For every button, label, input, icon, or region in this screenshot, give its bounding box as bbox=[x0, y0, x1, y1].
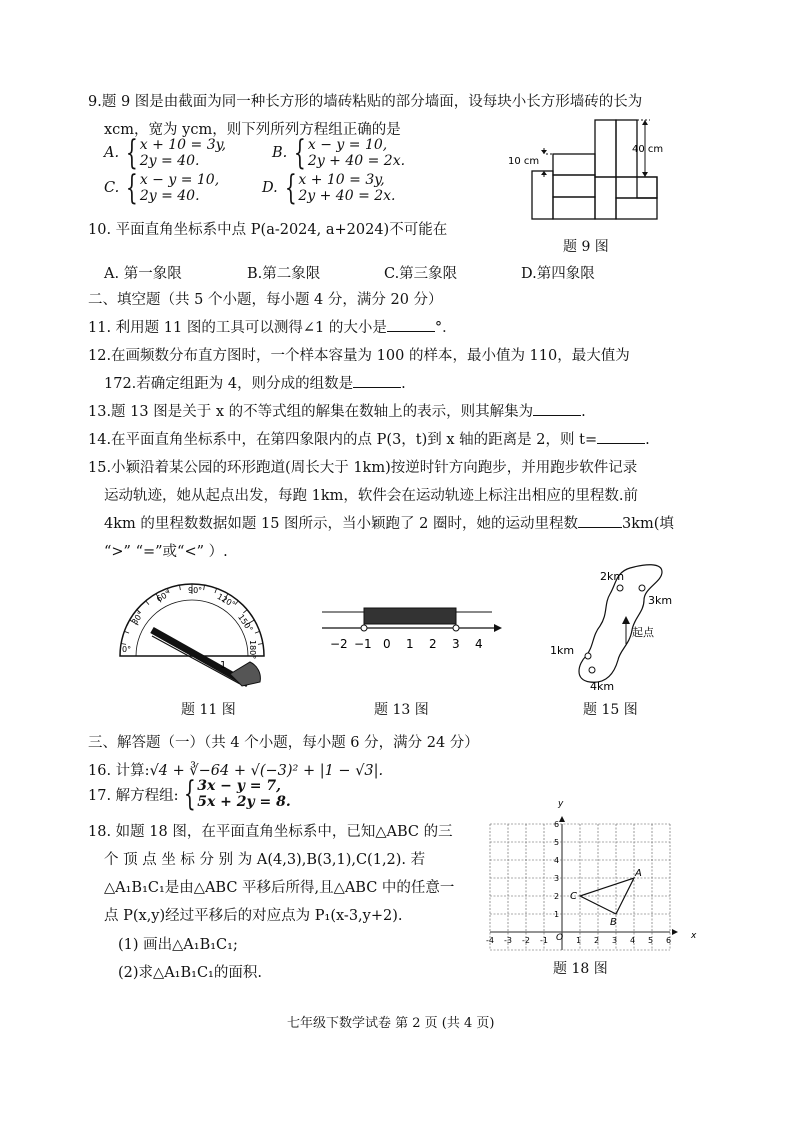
marker-dot bbox=[589, 667, 595, 673]
tick-label: 30° bbox=[129, 609, 146, 627]
brace-icon: { bbox=[294, 133, 307, 173]
q16-expression: √4 + ∛−64 + √(−3)² + |1 − √3|. bbox=[149, 763, 384, 779]
x-tick-label: -1 bbox=[540, 936, 548, 945]
q10-option-a: A. 第一象限 bbox=[104, 266, 182, 282]
tick-label: 0 bbox=[383, 637, 391, 651]
q15-text: 4km 的里程数数据如题 15 图所示，当小颖跑了 2 圈时，她的运动里程数 bbox=[104, 516, 578, 532]
y-tick-label: 6 bbox=[554, 820, 560, 829]
brick bbox=[595, 177, 616, 219]
q10-option-d: D.第四象限 bbox=[521, 266, 595, 282]
equation: 3x − y = 7, bbox=[197, 778, 281, 794]
figure-9-caption: 题 9 图 bbox=[563, 239, 609, 255]
q14-text: 14.在平面直角坐标系中，在第四象限内的点 P(3，t)到 x 轴的距离是 2，则 t= bbox=[88, 432, 598, 448]
protractor-tick bbox=[124, 631, 129, 633]
answer-blank[interactable] bbox=[578, 513, 622, 528]
figure-18-caption: 题 18 图 bbox=[553, 961, 608, 977]
q11 bbox=[88, 316, 457, 337]
figure-9-wall bbox=[500, 114, 680, 224]
protractor-tick bbox=[255, 631, 260, 633]
x-tick-label: -2 bbox=[522, 936, 530, 945]
brick bbox=[595, 120, 616, 177]
protractor-tick bbox=[204, 585, 205, 590]
brick bbox=[553, 154, 595, 175]
option-label: D. bbox=[262, 180, 278, 196]
y-tick-label: 5 bbox=[554, 838, 560, 847]
figure-13-number-line bbox=[318, 604, 500, 654]
q15-line4: “>” “=”或“<” ）. bbox=[104, 544, 228, 560]
q17-label: 17. 解方程组: bbox=[88, 787, 179, 804]
mark-3km: 3km bbox=[648, 594, 673, 607]
label-10cm: 10 cm bbox=[508, 156, 540, 167]
angle-label: 1 bbox=[220, 660, 227, 671]
equation: x − y = 10, bbox=[307, 137, 388, 153]
q10-option-b: B.第二象限 bbox=[247, 266, 321, 282]
marker-dot bbox=[617, 585, 623, 591]
brace-icon: { bbox=[126, 168, 138, 208]
brick bbox=[616, 198, 657, 219]
protractor-tick bbox=[215, 588, 217, 593]
point-b-label: B bbox=[610, 917, 617, 928]
q9-line1: 9.题 9 图是由截面为同一种长方形的墙砖粘贴的部分墙面，设每块小长方形墙砖的长为 bbox=[88, 94, 643, 110]
equation: 2y + 40 = 2x. bbox=[298, 188, 396, 204]
figure-11-protractor bbox=[112, 578, 272, 690]
solution-range-shading bbox=[364, 608, 456, 624]
tick-label: 180° bbox=[248, 640, 257, 660]
q9-option-a bbox=[104, 133, 227, 173]
marker-dot bbox=[585, 653, 591, 659]
grid-lines bbox=[490, 816, 678, 950]
mark-2km: 2km bbox=[600, 570, 625, 583]
protractor-tick bbox=[179, 585, 180, 590]
equation: x − y = 10, bbox=[139, 172, 220, 188]
tick-label: −1 bbox=[354, 637, 372, 651]
q9-line2: xcm，宽为 ycm，则下列所列方程组正确的是 bbox=[104, 122, 401, 138]
q11-text: 11. 利用题 11 图的工具可以测得∠1 的大小是 bbox=[88, 320, 387, 336]
x-tick-label: 5 bbox=[648, 936, 654, 945]
origin-label: O bbox=[556, 933, 564, 943]
x-tick-label: -4 bbox=[486, 936, 494, 945]
q9-option-b bbox=[272, 133, 406, 173]
protractor-tick bbox=[146, 601, 149, 605]
y-tick-label: 1 bbox=[554, 910, 560, 919]
q13-text: 13.题 13 图是关于 x 的不等式组的解集在数轴上的表示，则其解集为 bbox=[88, 404, 534, 420]
q18-line4: 点 P(x,y)经过平移后的对应点为 P₁(x-3,y+2). bbox=[104, 908, 403, 924]
tick-label: 90° bbox=[188, 586, 203, 595]
open-dot bbox=[361, 625, 367, 631]
brace-icon: { bbox=[183, 774, 196, 814]
x-tick-label: -3 bbox=[504, 936, 512, 945]
q9-option-c bbox=[104, 168, 220, 208]
q12-suffix: . bbox=[401, 376, 406, 392]
tick-label: 120° bbox=[215, 591, 237, 610]
q18-sub1: (1) 画出△A₁B₁C₁; bbox=[118, 937, 238, 953]
x-tick-label: 4 bbox=[630, 936, 636, 945]
brace-icon: { bbox=[284, 168, 297, 208]
x-tick-label: 6 bbox=[666, 936, 672, 945]
brick bbox=[637, 177, 657, 198]
q12-text: 172.若确定组距为 4，则分成的组数是 bbox=[104, 376, 354, 392]
x-tick-label: 1 bbox=[576, 936, 582, 945]
page-footer: 七年级下数学试卷 第 2 页 (共 4 页) bbox=[287, 1016, 495, 1031]
arrow-icon bbox=[494, 624, 502, 632]
figure-13-caption: 题 13 图 bbox=[374, 702, 429, 718]
answer-blank[interactable] bbox=[597, 429, 645, 444]
marker-dot bbox=[639, 585, 645, 591]
q12-line1: 12.在画频数分布直方图时，一个样本容量为 100 的样本，最小值为 110，最大值为 bbox=[88, 348, 630, 364]
start-label: 起点 bbox=[632, 626, 654, 639]
equation: 2y = 40. bbox=[139, 153, 200, 169]
answer-blank[interactable] bbox=[387, 317, 435, 332]
point-a-label: A bbox=[635, 868, 642, 879]
option-label: C. bbox=[104, 180, 120, 196]
y-axis-label: y bbox=[558, 799, 564, 809]
q13-suffix: . bbox=[581, 404, 586, 420]
label-40cm: 40 cm bbox=[632, 144, 664, 155]
y-arrow-icon bbox=[559, 816, 565, 822]
x-axis-label: x bbox=[691, 931, 697, 941]
protractor-tick bbox=[258, 643, 263, 644]
x-arrow-icon bbox=[672, 929, 678, 935]
q16-label: 16. 计算: bbox=[88, 763, 150, 779]
equation: 2y + 40 = 2x. bbox=[307, 153, 406, 169]
brick bbox=[532, 171, 553, 219]
q18-sub2: (2)求△A₁B₁C₁的面积. bbox=[118, 965, 262, 981]
q11-suffix: °． bbox=[434, 320, 457, 336]
answer-blank[interactable] bbox=[353, 373, 401, 388]
brick bbox=[553, 197, 595, 219]
brick bbox=[553, 175, 595, 197]
equation: x + 10 = 3y, bbox=[139, 137, 227, 153]
mark-1km: 1km bbox=[550, 644, 575, 657]
tick-label: 3 bbox=[452, 637, 460, 651]
q15-suffix: 3km(填 bbox=[621, 516, 674, 532]
tick-label: 0° bbox=[122, 645, 132, 654]
y-tick-label: 4 bbox=[554, 856, 560, 865]
answer-blank[interactable] bbox=[533, 401, 581, 416]
option-label: A. bbox=[104, 145, 120, 161]
q18-line3: △A₁B₁C₁是由△ABC 平移后所得,且△ABC 中的任意一 bbox=[104, 880, 455, 896]
tick-label: 4 bbox=[475, 637, 483, 651]
y-tick-label: 2 bbox=[554, 892, 560, 901]
q17 bbox=[88, 774, 291, 814]
q13 bbox=[88, 400, 586, 421]
y-tick-label: 3 bbox=[554, 874, 560, 883]
brace-icon: { bbox=[125, 133, 138, 173]
q15-line2: 运动轨迹，她从起点出发，每跑 1km，软件会在运动轨迹上标注出相应的里程数.前 bbox=[104, 488, 638, 504]
open-dot bbox=[453, 625, 459, 631]
q10-option-c: C.第三象限 bbox=[384, 266, 458, 282]
x-tick-label: 3 bbox=[612, 936, 618, 945]
point-c-label: C bbox=[570, 891, 577, 902]
q15-line3 bbox=[104, 512, 674, 533]
q14 bbox=[88, 428, 650, 449]
figure-15-caption: 题 15 图 bbox=[583, 702, 638, 718]
q9-option-d bbox=[262, 168, 396, 208]
tick-label: 150° bbox=[236, 612, 255, 634]
tick-label: −2 bbox=[330, 637, 348, 651]
q15-line1: 15.小颖沿着某公园的环形跑道(周长大于 1km)按逆时针方向跑步，并用跑步软件记录 bbox=[88, 460, 638, 476]
figure-15-track bbox=[544, 558, 674, 694]
tick-label: 1 bbox=[406, 637, 414, 651]
tick-label: 60° bbox=[155, 588, 172, 604]
q14-suffix: . bbox=[645, 432, 650, 448]
x-tick-label: 2 bbox=[594, 936, 600, 945]
equation: 5x + 2y = 8. bbox=[197, 794, 291, 810]
q12-line2 bbox=[104, 372, 406, 393]
figure-11-caption: 题 11 图 bbox=[181, 702, 236, 718]
arrow-icon bbox=[622, 616, 630, 624]
mark-4km: 4km bbox=[590, 680, 615, 693]
q10-text: 10. 平面直角坐标系中点 P(a-2024, a+2024)不可能在 bbox=[88, 222, 448, 238]
option-label: B. bbox=[272, 145, 288, 161]
section-3-heading: 三、解答题（一）（共 4 个小题，每小题 6 分，满分 24 分） bbox=[88, 735, 479, 751]
section-2-heading: 二、填空题（共 5 个小题，每小题 4 分，满分 20 分） bbox=[88, 292, 443, 308]
figure-18-grid bbox=[484, 798, 697, 958]
q18-line2: 个 顶 点 坐 标 分 别 为 A(4,3),B(3,1),C(1,2). 若 bbox=[104, 852, 426, 868]
q18-line1: 18. 如题 18 图，在平面直角坐标系中，已知△ABC 的三 bbox=[88, 824, 453, 840]
equation: x + 10 = 3y, bbox=[298, 172, 385, 188]
tick-label: 2 bbox=[429, 637, 437, 651]
equation: 2y = 40. bbox=[139, 188, 200, 204]
